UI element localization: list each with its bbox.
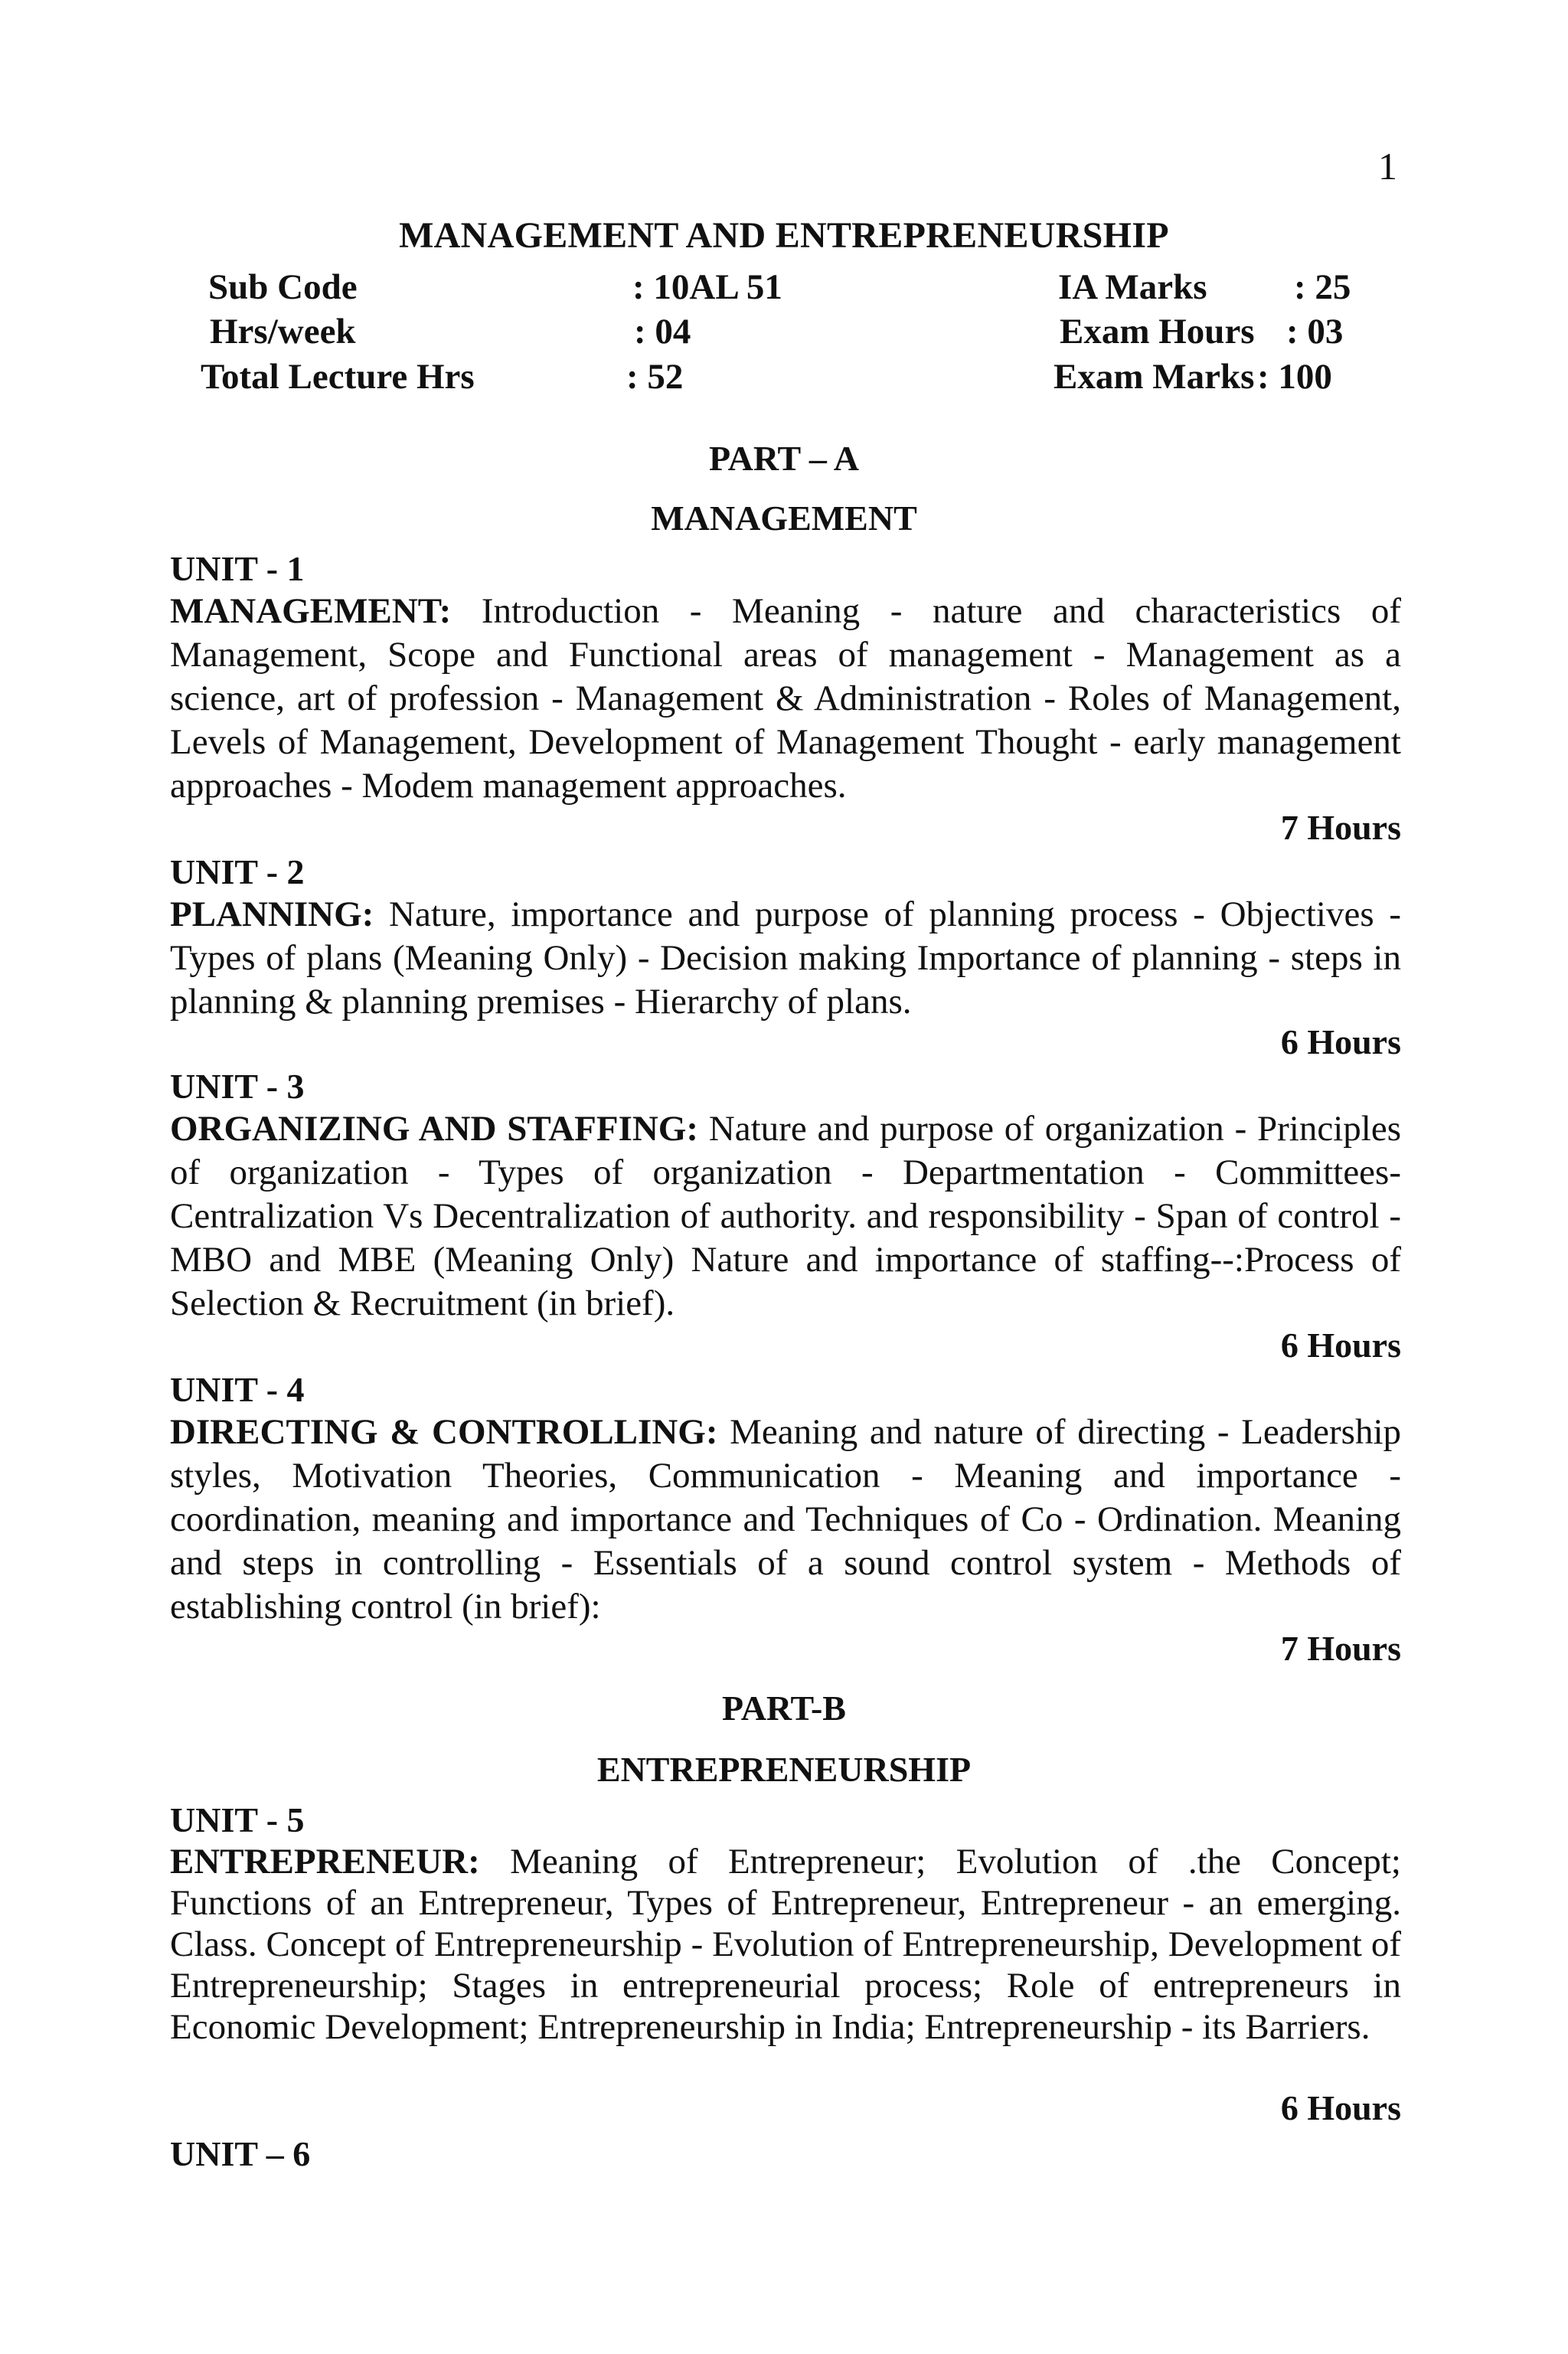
unit-5-lead: ENTREPRENEUR: (170, 1842, 480, 1882)
page-number: 1 (1378, 145, 1397, 188)
meta-row-total-lecture-hrs (0, 356, 1568, 402)
unit-2-hours: 6 Hours (1280, 1022, 1401, 1061)
part-b-subheading: ENTREPRENEURSHIP (596, 1750, 972, 1789)
unit-4-description (170, 1411, 1401, 1629)
unit-3-hours: 6 Hours (1280, 1326, 1401, 1365)
unit-1-hours: 7 Hours (1280, 808, 1401, 847)
meta-label: Total Lecture Hrs (201, 357, 475, 397)
meta-row-sub-code (0, 266, 1568, 312)
unit-4-text: Meaning and nature of directing - Leadership styles, Motivation Theories, Communication - Meaning and importance - coordination, meaning and importance and Techniques of Co - Ordination. Meaning and steps in controlling - Essentials of a sound control system - Methods of establishing control (in brief): (170, 1412, 1401, 1627)
unit-1-heading: UNIT - 1 (170, 549, 305, 588)
unit-4-heading: UNIT - 4 (170, 1370, 305, 1409)
unit-5-description (170, 1841, 1401, 2048)
part-a-subheading: MANAGEMENT (651, 499, 917, 538)
unit-2-description (170, 893, 1401, 1024)
unit-2-heading: UNIT - 2 (170, 852, 305, 891)
meta-value: : 03 (1286, 312, 1344, 351)
unit-3-description (170, 1107, 1401, 1326)
part-b-heading: PART-B (722, 1689, 846, 1728)
unit-4-lead: DIRECTING & CONTROLLING: (170, 1412, 718, 1452)
unit-5-heading: UNIT - 5 (170, 1800, 305, 1839)
meta-value: : 10AL 51 (632, 267, 782, 307)
meta-label: Sub Code (208, 267, 358, 307)
unit-5-hours: 6 Hours (1280, 2088, 1401, 2127)
meta-value: : 52 (626, 357, 684, 397)
unit-2-lead: PLANNING: (170, 894, 374, 934)
meta-value: : 25 (1294, 267, 1351, 307)
unit-4-hours: 7 Hours (1280, 1629, 1401, 1668)
unit-2-text: Nature, importance and purpose of planning process - Objectives - Types of plans (Meaning Only) - Decision making Importance of planning - steps in planning & planning premises - Hierarchy of plans. (170, 894, 1401, 1022)
unit-1-description (170, 590, 1401, 808)
unit-1-text: Introduction - Meaning - nature and characteristics of Management, Scope and Functional areas of management - Management as a science, art of profession - Management & Administration - Roles of Management, Levels of Management, Development of Management Thought - early management approaches - Modem management approaches. (170, 591, 1401, 806)
unit-6-heading: UNIT – 6 (170, 2134, 311, 2173)
unit-3-lead: ORGANIZING AND STAFFING: (170, 1109, 699, 1149)
unit-3-heading: UNIT - 3 (170, 1067, 305, 1106)
meta-label: Exam Marks (1054, 357, 1255, 397)
part-a-heading: PART – A (708, 439, 860, 478)
meta-row-hrs-week (0, 311, 1568, 357)
page-title: MANAGEMENT AND ENTREPRENEURSHIP (399, 215, 1169, 256)
meta-label: Hrs/week (210, 312, 356, 351)
unit-1-lead: MANAGEMENT: (170, 591, 452, 631)
unit-5-text: Meaning of Entrepreneur; Evolution of .the Concept; Functions of an Entrepreneur, Types of Entrepreneur, Entrepreneur - an emerging. Class. Concept of Entrepreneurship - Evolution of Entrepreneurship, Development of Entrepreneurship; Stages in entrepreneurial process; Role of entrepreneurs in Economic Development; Entrepreneurship in India; Entrepreneurship - its Barriers. (170, 1842, 1401, 2047)
meta-label: IA Marks (1058, 267, 1207, 307)
meta-label: Exam Hours (1060, 312, 1255, 351)
meta-value: : 04 (634, 312, 691, 351)
meta-value: : 100 (1257, 357, 1332, 397)
unit-3-text: Nature and purpose of organization - Principles of organization - Types of organization - Departmentation - Committees- Centralization Vs Decentralization of authority. and responsibility - Span of control - MBO and MBE (Meaning Only) Nature and importance of staffing--:Process of Selection & Recruitment (in brief). (170, 1109, 1401, 1323)
